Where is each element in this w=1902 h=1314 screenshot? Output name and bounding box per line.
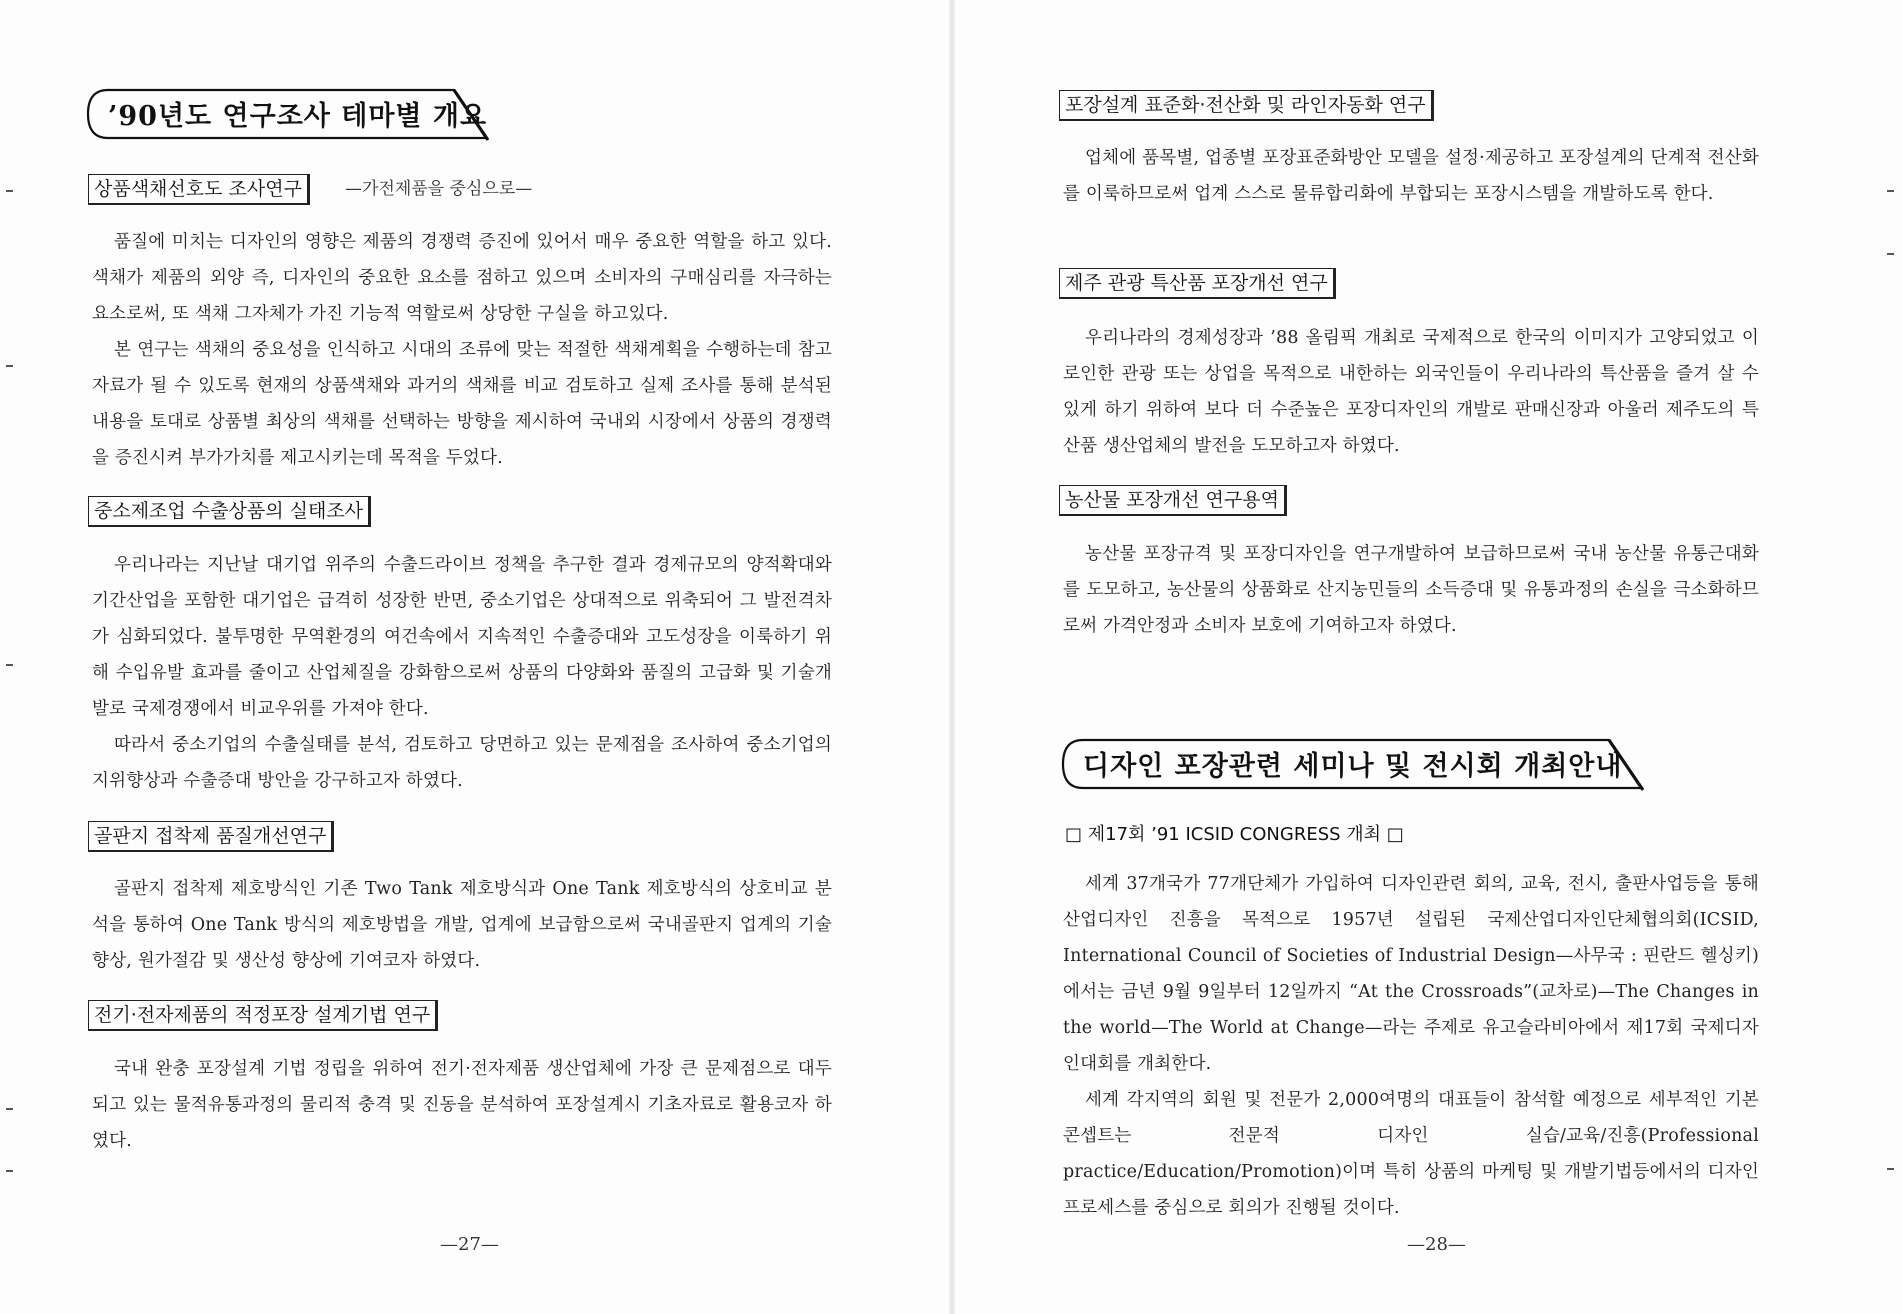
left-banner-title: ’90년도 연구조사 테마별 개요 xyxy=(108,101,488,132)
section-body xyxy=(1063,536,1759,644)
congress-notice: □ 제17회 ’91 ICSID CONGRESS 개최 □ xyxy=(1065,824,1404,845)
page-number: —28— xyxy=(1407,1234,1466,1255)
paragraph: 본 연구는 색채의 중요성을 인식하고 시대의 조류에 맞는 적절한 색채계획을 수행하는데 참고자료가 될 수 있도록 현재의 상품색채와 과거의 색채를 비교 검토하고 실제 조사를 통해 분석된 내용을 토대로 상품별 최상의 색채를 선택하는 방향을 제시하여 국내외 시장에서 상품의 경쟁력을 증진시켜 부가가치를 제고시키는데 목적을 두었다. xyxy=(92,340,832,468)
edge-mark xyxy=(6,365,13,367)
paragraph: 국내 완충 포장설계 기법 정립을 위하여 전기·전자제품 생산업체에 가장 큰 문제점으로 대두되고 있는 물적유통과정의 물리적 충격 및 진동을 분석하여 포장설계시 기초자료로 활용코자 하였다. xyxy=(92,1059,832,1151)
paragraph: 세계 37개국가 77개단체가 가입하여 디자인관련 회의, 교육, 전시, 출판사업등을 통해 산업디자인 진흥을 목적으로 1957년 설립된 국제산업디자인단체협의회(ICSID, International Council of Societies of Industrial Design—사무국 : 핀란드 헬싱키)에서는 금년 9월 9일부터 12일까지 “At the Crossroads”(교차로)—The Changes in the world—The World at Change—라는 주제로 유고슬라비아에서 제17회 국제디자인대회를 개최한다. xyxy=(1063,874,1759,1074)
paragraph: 업체에 품목별, 업종별 포장표준화방안 모델을 설정·제공하고 포장설계의 단계적 전산화를 이룩하므로써 업계 스스로 물류합리화에 부합되는 포장시스템을 개발하도록 한다. xyxy=(1063,148,1759,204)
section-body xyxy=(1063,140,1759,212)
right-banner xyxy=(1061,738,1643,792)
section-heading xyxy=(88,174,532,205)
section-subtitle: —가전제품을 중심으로— xyxy=(345,179,533,199)
section-heading xyxy=(1059,485,1287,516)
edge-mark xyxy=(1887,1168,1894,1170)
left-banner xyxy=(86,88,488,142)
section-heading xyxy=(88,496,371,527)
section-heading-label: 포장설계 표준화·전산화 및 라인자동화 연구 xyxy=(1059,90,1434,121)
section-heading-label: 전기·전자제품의 적정포장 설계기법 연구 xyxy=(88,1000,438,1031)
edge-mark xyxy=(1887,190,1894,192)
paragraph: 우리나라는 지난날 대기업 위주의 수출드라이브 정책을 추구한 결과 경제규모의 양적확대와 기간산업을 포함한 대기업은 급격히 성장한 반면, 중소기업은 상대적으로 위축되어 그 발전격차가 심화되었다. 불투명한 무역환경의 여건속에서 지속적인 수출증대와 고도성장을 이룩하기 위해 수입유발 효과를 줄이고 산업체질을 강화함으로써 상품의 다양화와 품질의 고급화 및 기술개발로 국제경쟁에서 비교우위를 가져야 한다. xyxy=(92,555,832,719)
left-page xyxy=(0,0,949,1314)
section-heading xyxy=(88,1000,438,1031)
right-banner-title: 디자인 포장관련 세미나 및 전시회 개최안내 xyxy=(1083,751,1623,782)
section-body xyxy=(92,224,832,476)
paragraph: 품질에 미치는 디자인의 영향은 제품의 경쟁력 증진에 있어서 매우 중요한 역할을 하고 있다. 색채가 제품의 외양 즉, 디자인의 중요한 요소를 점하고 있으며 소비자의 구매심리를 자극하는 요소로써, 또 색채 그자체가 가진 기능적 역할로써 상당한 구실을 하고있다. xyxy=(92,232,832,324)
section-body xyxy=(92,547,832,799)
section-heading-label: 골판지 접착제 품질개선연구 xyxy=(88,821,334,852)
paragraph: 우리나라의 경제성장과 ’88 올림픽 개최로 국제적으로 한국의 이미지가 고양되었고 이로인한 관광 또는 상업을 목적으로 내한하는 외국인들이 우리나라의 특산품을 즐겨 살 수 있게 하기 위하여 보다 더 수준높은 포장디자인의 개발로 판매신장과 아울러 제주도의 특산품 생산업체의 발전을 도모하고자 하였다. xyxy=(1063,328,1759,456)
section-heading xyxy=(1059,90,1434,121)
section-heading-label: 제주 관광 특산품 포장개선 연구 xyxy=(1059,268,1336,299)
section-heading xyxy=(88,821,334,852)
edge-mark xyxy=(1887,253,1894,255)
section-heading xyxy=(1059,268,1336,299)
edge-mark xyxy=(6,1108,13,1110)
edge-mark xyxy=(6,1170,13,1172)
section-body xyxy=(1063,320,1759,464)
paragraph: 세계 각지역의 회원 및 전문가 2,000여명의 대표들이 참석할 예정으로 세부적인 기본 콘셉트는 전문적 디자인 실습/교육/진흥(Professional practice/Education/Promotion)이며 특히 상품의 마케팅 및 개발기법등에서의 디자인 프로세스를 중심으로 회의가 진행될 것이다. xyxy=(1063,1090,1759,1218)
edge-mark xyxy=(6,190,13,192)
section-heading-label: 중소제조업 수출상품의 실태조사 xyxy=(88,496,371,527)
paragraph: 골판지 접착제 제호방식인 기존 Two Tank 제호방식과 One Tank 제호방식의 상호비교 분석을 통하여 One Tank 방식의 제호방법을 개발, 업계에 보급함으로써 국내골판지 업계의 기술향상, 원가절감 및 생산성 향상에 기여코자 하였다. xyxy=(92,879,832,971)
right-page xyxy=(955,0,1902,1314)
section-heading-label: 상품색채선호도 조사연구 xyxy=(88,174,310,205)
paragraph: 따라서 중소기업의 수출실태를 분석, 검토하고 당면하고 있는 문제점을 조사하여 중소기업의 지위향상과 수출증대 방안을 강구하고자 하였다. xyxy=(92,735,832,791)
page-number: —27— xyxy=(440,1234,499,1255)
section-heading-label: 농산물 포장개선 연구용역 xyxy=(1059,485,1287,516)
section-body xyxy=(92,1051,832,1159)
edge-mark xyxy=(6,664,13,666)
section-body xyxy=(92,871,832,979)
paragraph: 농산물 포장규격 및 포장디자인을 연구개발하여 보급하므로써 국내 농산물 유통근대화를 도모하고, 농산물의 상품화로 산지농민들의 소득증대 및 유통과정의 손실을 극소화하므로써 가격안정과 소비자 보호에 기여하고자 하였다. xyxy=(1063,544,1759,636)
notice-body xyxy=(1063,866,1759,1226)
